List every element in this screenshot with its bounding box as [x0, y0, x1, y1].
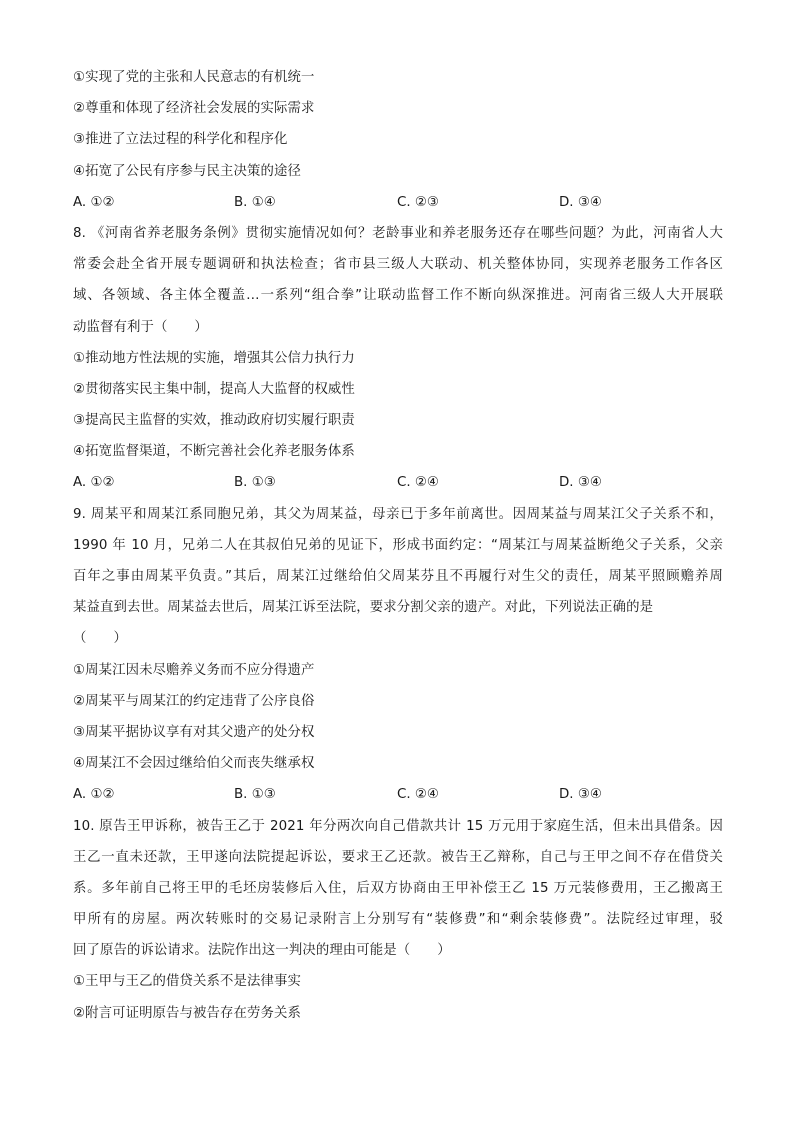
q10-stem-line-5: 回了原告的诉讼请求。法院作出这一判决的理由可能是（ ）: [73, 943, 451, 959]
q7-option-a: A. ①②: [73, 194, 115, 210]
q7-option-b: B. ①④: [234, 194, 276, 210]
q7-option-c: C. ②③: [397, 194, 439, 210]
q8-statement-2: ②贯彻落实民主集中制，提高人大监督的权威性: [73, 381, 355, 397]
q9-statement-1: ①周某江因未尽赡养义务而不应分得遗产: [73, 662, 315, 678]
q8-stem-line-4: 动监督有利于（ ）: [73, 319, 208, 335]
q10-stem-line-4: 甲所有的房屋。两次转账时的交易记录附言上分别写有“装修费”和“剩余装修费”。法院经过审理，驳: [73, 912, 723, 928]
q8-stem-line-1: 8. 《河南省养老服务条例》贯彻实施情况如何？老龄事业和养老服务还存在哪些问题？为此，河南省人大: [73, 225, 723, 241]
q9-statement-3: ③周某平据协议享有对其父遗产的处分权: [73, 724, 315, 740]
q9-option-b: B. ①③: [234, 787, 276, 803]
q9-options: [73, 779, 723, 810]
q9-option-a: A. ①②: [73, 787, 115, 803]
q10-stem-line-2: 王乙一直未还款，王甲遂向法院提起诉讼，要求王乙还款。被告王乙辩称，自己与王甲之间不存在借贷关: [73, 849, 723, 865]
q8-option-c: C. ②④: [397, 475, 439, 491]
question-10: [73, 811, 723, 1029]
q10-stem-line-1: 10. 原告王甲诉称，被告王乙于 2021 年分两次向自己借款共计 15 万元用于家庭生活，但未出具借条。因: [73, 818, 723, 834]
q8-option-b: B. ①③: [234, 475, 276, 491]
q8-stem-line-2: 常委会赴全省开展专题调研和执法检查；省市县三级人大联动、机关整体协同，实现养老服务工作各区: [73, 257, 723, 273]
q8-statement-3: ③提高民主监督的实效，推动政府切实履行职责: [73, 413, 355, 429]
q8-options: [73, 467, 723, 498]
q9-stem-line-3: 百年之事由周某平负责。”其后，周某江过继给伯父周某芬且不再履行对生父的责任，周某平照顾赡养周: [73, 569, 723, 584]
q9-stem-line-4: 某益直到去世。周某益去世后，周某江诉至法院，要求分割父亲的遗产。对此，下列说法正确的是: [73, 600, 654, 616]
q8-statement-4: ④拓宽监督渠道，不断完善社会化养老服务体系: [73, 444, 355, 460]
q8-statement-1: ①推动地方性法规的实施，增强其公信力执行力: [73, 350, 355, 366]
q7-option-d: D. ③④: [559, 194, 602, 210]
q10-statement-1: ①王甲与王乙的借贷关系不是法律事实: [73, 974, 301, 990]
q9-option-c: C. ②④: [397, 787, 439, 803]
q9-stem-line-2: 1990 年 10 月，兄弟二人在其叔伯兄弟的见证下，形成书面约定：“周某江与周某益断绝父子关系，父亲: [73, 537, 723, 553]
q9-option-d: D. ③④: [559, 787, 602, 803]
exam-page: [73, 62, 723, 1029]
q7-options: [73, 187, 723, 218]
q9-statement-4: ④周某江不会因过继给伯父而丧失继承权: [73, 756, 315, 772]
q8-option-d: D. ③④: [559, 475, 602, 491]
q9-statement-2: ②周某平与周某江的约定违背了公序良俗: [73, 693, 315, 709]
q9-stem-line-1: 9. 周某平和周某江系同胞兄弟，其父为周某益，母亲已于多年前离世。因周某益与周某江父子关系不和，: [73, 506, 723, 522]
q7-statement-2: ②尊重和体现了经济社会发展的实际需求: [73, 101, 315, 117]
q10-statement-2: ②附言可证明原告与被告存在劳务关系: [73, 1005, 301, 1021]
question-7: [73, 62, 723, 218]
q8-stem-line-3: 域、各领域、各主体全覆盖…一系列“组合拳”让联动监督工作不断向纵深推进。河南省三级人大开展联: [73, 288, 723, 304]
q8-option-a: A. ①②: [73, 475, 115, 491]
q7-statement-3: ③推进了立法过程的科学化和程序化: [73, 132, 288, 148]
q9-stem-line-5: （ ）: [73, 631, 127, 647]
question-8: [73, 218, 723, 499]
question-9: [73, 499, 723, 811]
q7-statement-1: ①实现了党的主张和人民意志的有机统一: [73, 70, 315, 85]
q7-statement-4: ④拓宽了公民有序参与民主决策的途径: [73, 163, 301, 179]
q10-stem-line-3: 系。多年前自己将王甲的毛坯房装修后入住，后双方协商由王甲补偿王乙 15 万元装修费用，王乙搬离王: [73, 880, 723, 896]
